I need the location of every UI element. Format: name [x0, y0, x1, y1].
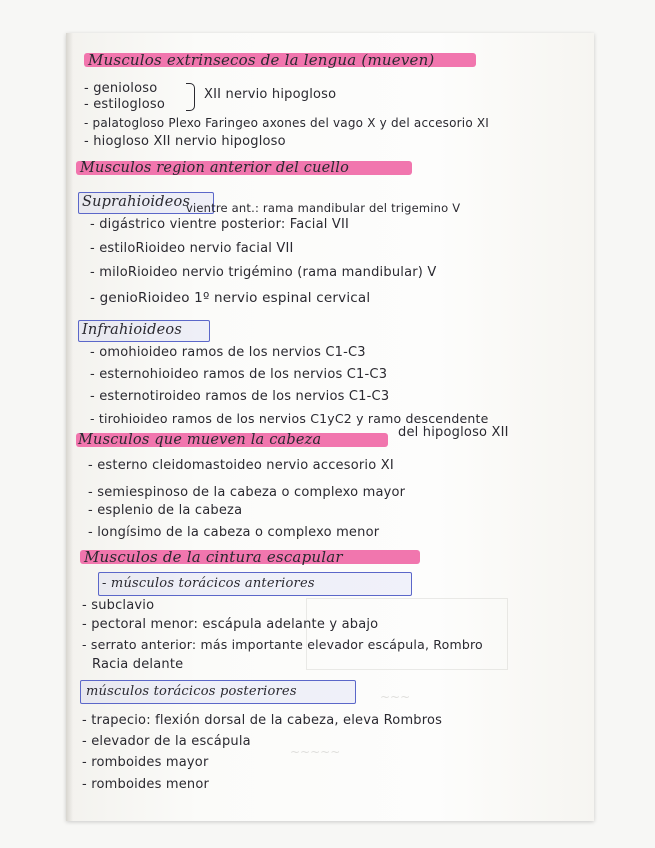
list-item: - subclavio — [82, 598, 155, 613]
grouping-bracket — [186, 83, 195, 111]
heading-cintura-escapular: Musculos de la cintura escapular — [84, 548, 343, 566]
list-item-continuation: del hipogloso XII — [398, 425, 509, 440]
section-title-suprahioideos: Suprahioideos — [82, 194, 191, 210]
list-item: - semiespinoso de la cabeza o complexo mayor — [88, 485, 406, 500]
list-item: - genioRioideo 1º nervio espinal cervical — [90, 290, 371, 306]
list-item: - esternohioideo ramos de los nervios C1-C3 — [90, 367, 388, 382]
list-item: - tirohioideo ramos de los nervios C1yC2 y ramo descendente — [90, 411, 489, 426]
section-title-toracicos-posteriores: músculos torácicos posteriores — [86, 684, 297, 699]
list-item: - longísimo de la cabeza o complexo menor — [88, 525, 380, 540]
bleed-through-table — [306, 598, 508, 670]
section-title-toracicos-anteriores: - músculos torácicos anteriores — [102, 576, 315, 591]
list-item-continuation: Racia delante — [92, 657, 184, 672]
section-title-infrahioideos: Infrahioideos — [82, 322, 182, 338]
list-item: - pectoral menor: escápula adelante y abajo — [82, 617, 379, 632]
list-item: - genioloso — [84, 81, 158, 96]
heading-cabeza: Musculos que mueven la cabeza — [78, 432, 322, 448]
list-item: - romboides menor — [82, 777, 210, 792]
list-item: - serrato anterior: más importante elevador escápula, Rombro — [82, 637, 483, 652]
list-item: - estiloRioideo nervio facial VII — [90, 241, 294, 256]
list-item: - elevador de la escápula — [82, 734, 251, 749]
list-item: - romboides mayor — [82, 755, 209, 770]
list-item: - esternotiroideo ramos de los nervios C1-C3 — [90, 389, 390, 404]
bracket-note: XII nervio hipogloso — [204, 87, 337, 102]
list-item: - estilogloso — [84, 97, 166, 112]
list-item: - miloRioideo nervio trigémino (rama mandibular) V — [90, 265, 437, 280]
list-item: - trapecio: flexión dorsal de la cabeza, eleva Rombros — [82, 713, 443, 728]
heading-lengua: Musculos extrinsecos de la lengua (mueven) — [88, 51, 435, 69]
list-item: - digástrico vientre posterior: Facial VII — [90, 217, 350, 232]
annotation-note: vientre ant.: rama mandibular del trigemino V — [186, 201, 461, 215]
list-item: - palatogloso Plexo Faringeo axones del vago X y del accesorio XI — [84, 116, 490, 130]
list-item: - hiogloso XII nervio hipogloso — [84, 134, 286, 149]
list-item: - omohioideo ramos de los nervios C1-C3 — [90, 345, 366, 360]
list-item: - esterno cleidomastoideo nervio accesorio XI — [88, 458, 394, 473]
list-item: - esplenio de la cabeza — [88, 503, 243, 518]
bleed-through-mark: ~~~ — [380, 690, 411, 704]
page-binding-edge — [66, 33, 73, 821]
heading-cuello: Musculos region anterior del cuello — [80, 160, 349, 176]
bleed-through-mark: ~~~~~ — [290, 745, 341, 759]
